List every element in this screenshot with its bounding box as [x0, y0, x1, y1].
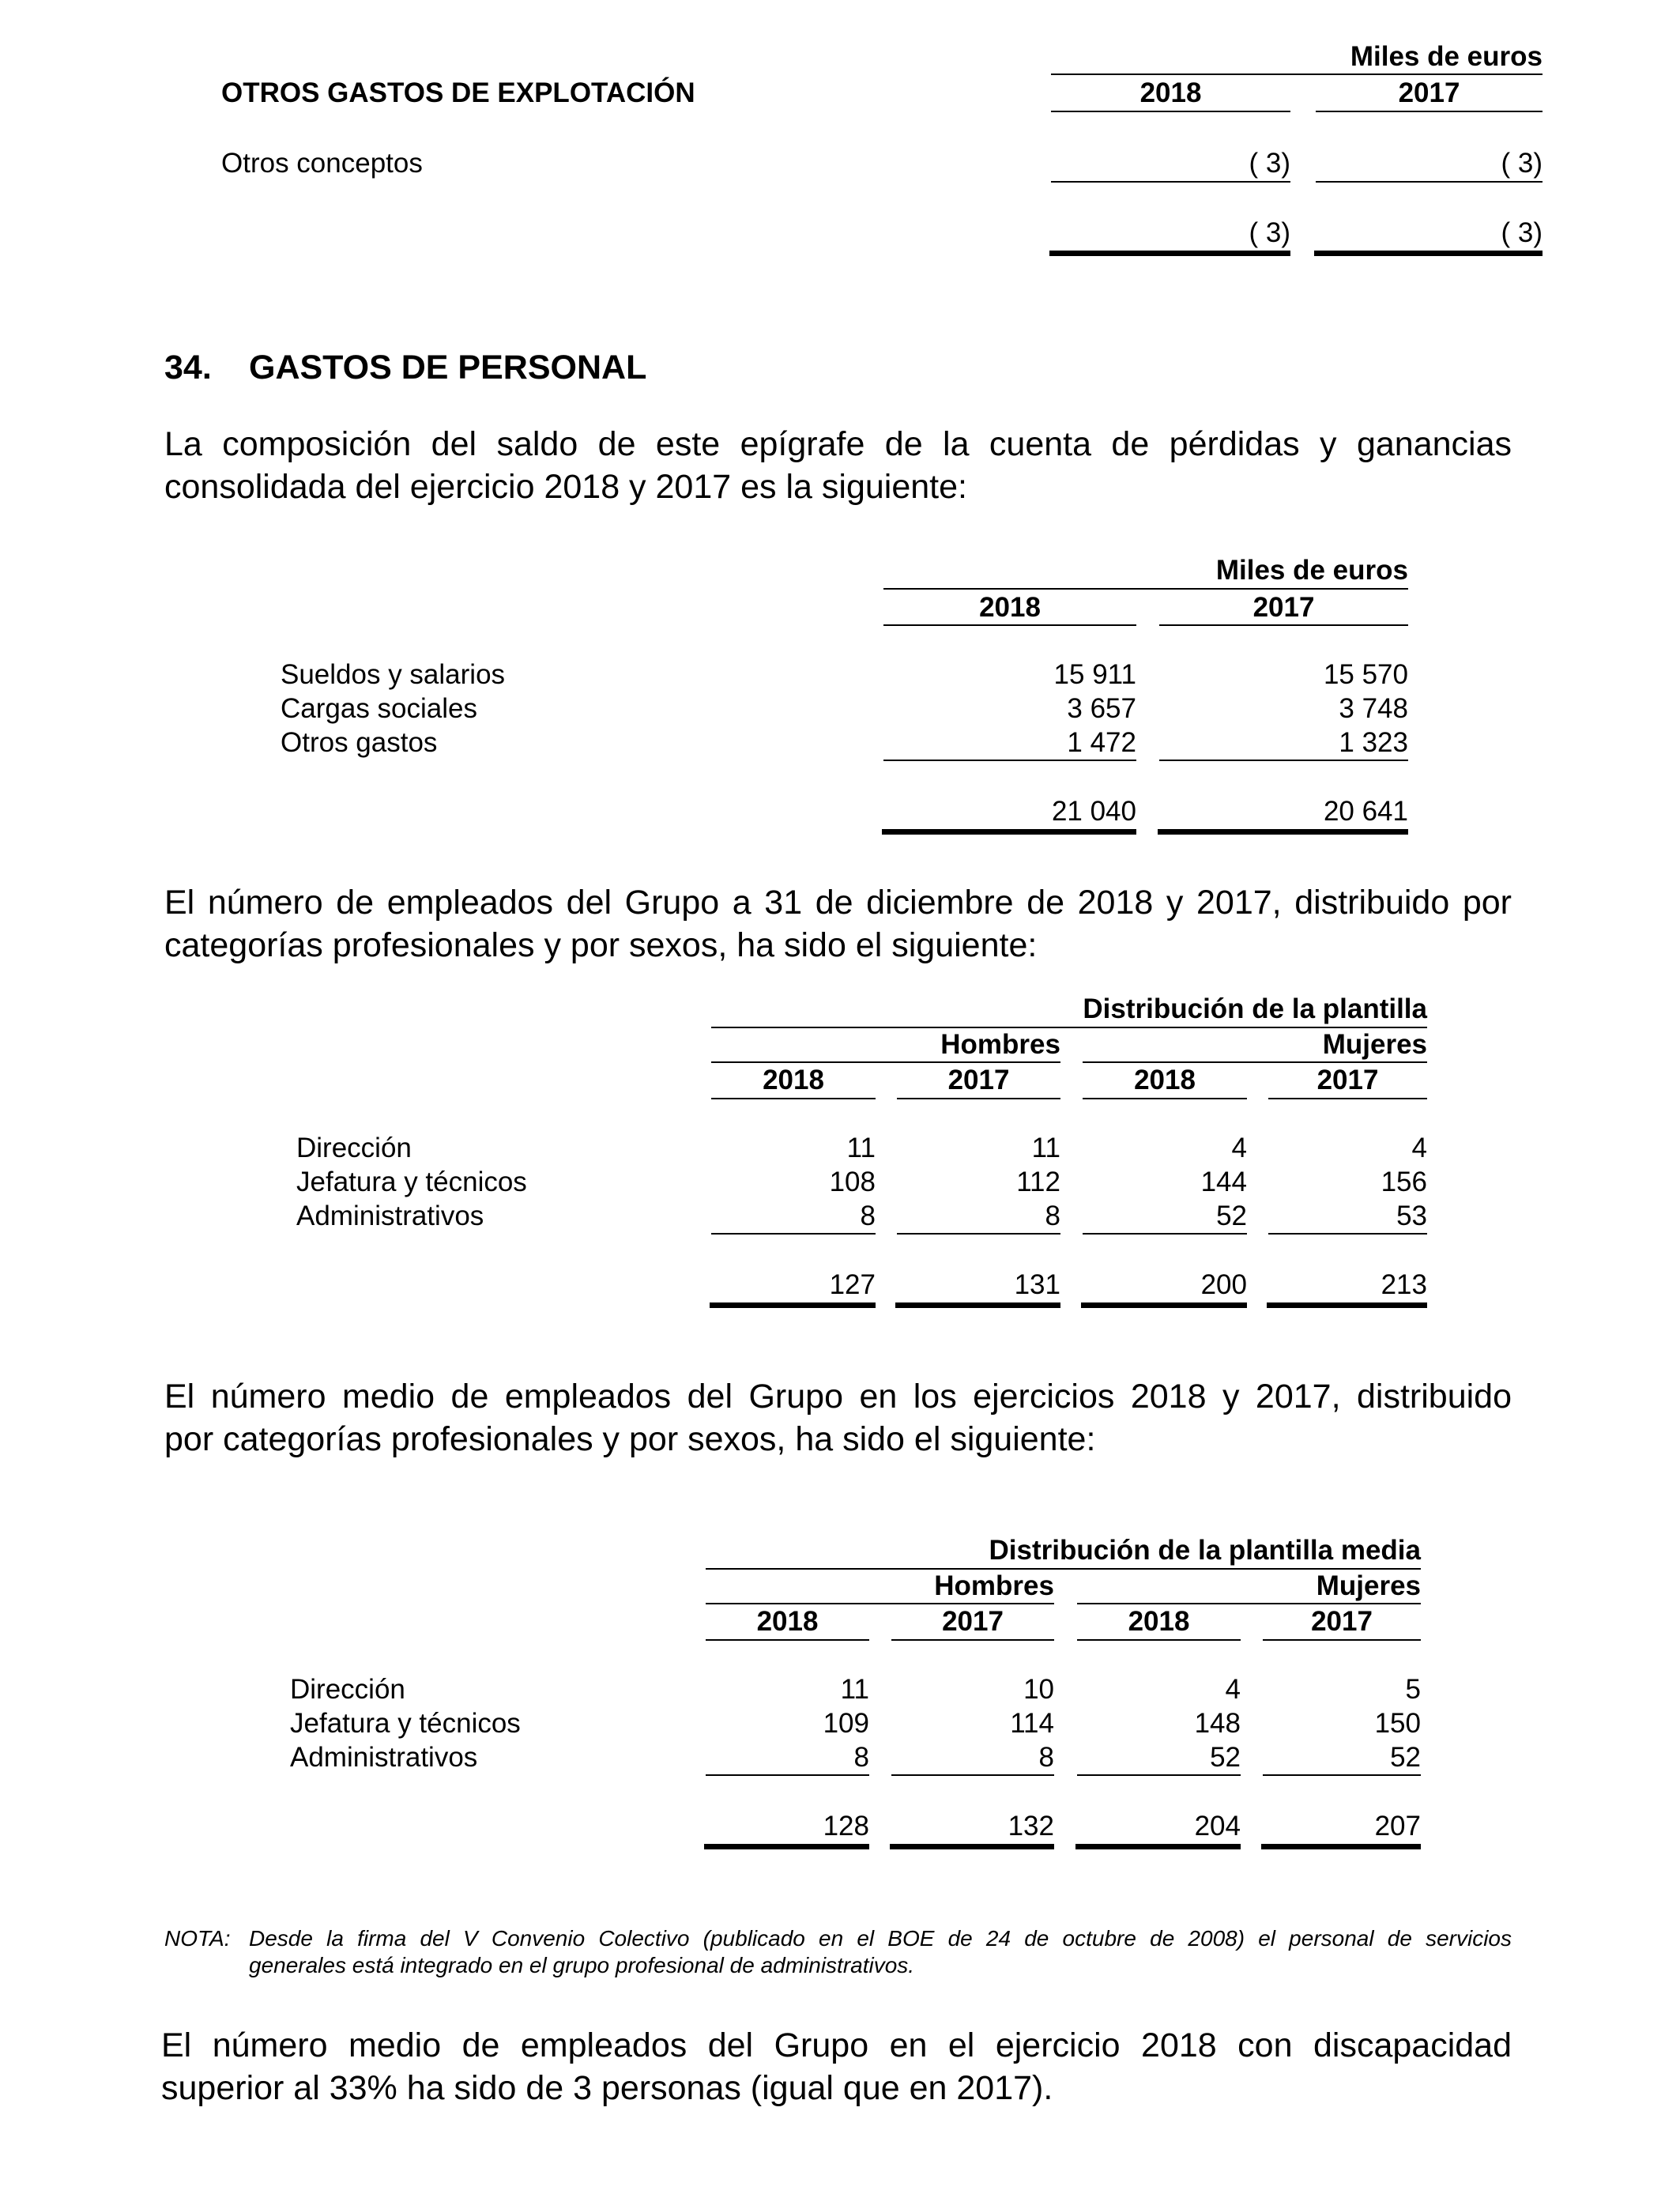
- rule: [711, 1027, 1427, 1028]
- row-value: 8: [1045, 1201, 1060, 1231]
- total-value: 200: [1200, 1269, 1247, 1300]
- group-men: Hombres: [934, 1570, 1054, 1601]
- row-value: 8: [853, 1742, 869, 1773]
- row-value-2018: ( 3): [1249, 148, 1290, 179]
- rule: [711, 1233, 876, 1235]
- row-label: Administrativos: [290, 1742, 478, 1773]
- rule: [1083, 1098, 1247, 1099]
- row-value: 4: [1231, 1133, 1247, 1163]
- rule: [1083, 1061, 1427, 1063]
- row-label: Otros gastos: [281, 727, 438, 758]
- total-2017: ( 3): [1501, 217, 1543, 248]
- average-paragraph: [164, 1375, 1512, 1461]
- row-value-2017: ( 3): [1501, 148, 1543, 179]
- row-value: 112: [1016, 1167, 1060, 1197]
- table-title: Distribución de la plantilla: [1083, 993, 1427, 1024]
- col-2018: 2018: [1139, 77, 1202, 108]
- rule: [1268, 1098, 1427, 1099]
- col-year: 2017: [1317, 1065, 1379, 1095]
- double-rule: [710, 1302, 876, 1308]
- rule: [1316, 111, 1543, 112]
- note-label: NOTA:: [164, 1926, 231, 1951]
- row-label: Dirección: [296, 1133, 412, 1163]
- total-value: 204: [1194, 1811, 1241, 1842]
- row-value: 144: [1200, 1167, 1247, 1197]
- rule: [1268, 1233, 1427, 1235]
- rule: [1316, 181, 1543, 183]
- row-label: Administrativos: [296, 1201, 484, 1231]
- rule: [711, 1061, 1060, 1063]
- double-rule: [1081, 1302, 1247, 1308]
- group-men: Hombres: [940, 1029, 1060, 1060]
- row-value: 5: [1405, 1674, 1421, 1705]
- rule: [883, 760, 1136, 761]
- col-year: 2018: [756, 1606, 819, 1637]
- total-2018: ( 3): [1249, 217, 1290, 248]
- row-value: 10: [1023, 1674, 1054, 1705]
- row-label: Otros conceptos: [221, 148, 423, 179]
- double-rule: [704, 1844, 869, 1849]
- rule: [706, 1568, 1421, 1570]
- paragraph-line: La composición del saldo de este epígrafe de la cuenta de pérdidas y ganancias: [164, 425, 1512, 463]
- rule: [891, 1639, 1054, 1641]
- table-title: Distribución de la plantilla media: [989, 1535, 1421, 1566]
- row-label: Cargas sociales: [281, 693, 477, 724]
- row-value: 8: [1038, 1742, 1054, 1773]
- rule: [883, 624, 1136, 626]
- row-label: Jefatura y técnicos: [296, 1167, 527, 1197]
- double-rule: [1267, 1302, 1427, 1308]
- paragraph-line: El número de empleados del Grupo a 31 de diciembre de 2018 y 2017, distribuido por: [164, 884, 1512, 922]
- double-rule: [1314, 251, 1543, 256]
- paragraph-line: por categorías profesionales y por sexos, ha sido el siguiente:: [164, 1420, 1096, 1458]
- group-women: Mujeres: [1316, 1570, 1421, 1601]
- section-number: 34.: [164, 349, 212, 386]
- total-value: 127: [829, 1269, 876, 1300]
- rule: [706, 1603, 1054, 1604]
- col-year: 2018: [1128, 1606, 1190, 1637]
- rule: [1159, 760, 1408, 761]
- row-value: 156: [1381, 1167, 1427, 1197]
- paragraph-line: superior al 33% ha sido de 3 personas (igual que en 2017).: [161, 2069, 1053, 2107]
- double-rule: [1261, 1844, 1421, 1849]
- row-value: 11: [846, 1133, 876, 1163]
- col-year: 2017: [1311, 1606, 1373, 1637]
- total-2018: 21 040: [1051, 796, 1136, 827]
- double-rule: [1075, 1844, 1241, 1849]
- rule: [1077, 1774, 1241, 1776]
- row-value: 11: [1031, 1133, 1060, 1163]
- total-value: 213: [1381, 1269, 1427, 1300]
- row-value: 52: [1390, 1742, 1421, 1773]
- double-rule: [1158, 829, 1408, 835]
- row-value: 148: [1194, 1708, 1241, 1739]
- rule: [1051, 181, 1290, 183]
- rule: [1159, 624, 1408, 626]
- row-value: 15 911: [1053, 659, 1136, 690]
- row-value: 114: [1010, 1708, 1054, 1739]
- intro-paragraph: [164, 423, 1512, 508]
- note-line: generales está integrado en el grupo profesional de administrativos.: [249, 1953, 915, 1977]
- col-2018: 2018: [979, 592, 1041, 623]
- col-2017: 2017: [1252, 592, 1315, 623]
- total-value: 131: [1014, 1269, 1060, 1300]
- row-value: 15 570: [1323, 659, 1408, 690]
- double-rule: [890, 1844, 1054, 1849]
- row-value: 4: [1225, 1674, 1241, 1705]
- group-women: Mujeres: [1322, 1029, 1427, 1060]
- rule: [1051, 74, 1543, 75]
- rule: [1263, 1774, 1421, 1776]
- double-rule: [882, 829, 1136, 835]
- total-value: 132: [1008, 1811, 1054, 1842]
- rule: [883, 588, 1408, 590]
- row-label: Dirección: [290, 1674, 405, 1705]
- col-year: 2018: [1134, 1065, 1196, 1095]
- units-header: Miles de euros: [1350, 41, 1543, 72]
- row-value: 109: [823, 1708, 869, 1739]
- row-value: 3 748: [1339, 693, 1408, 724]
- units-header: Miles de euros: [1215, 555, 1408, 586]
- note-line: Desde la firma del V Convenio Colectivo (publicado en el BOE de 24 de octubre de 2008) el personal de servicios: [249, 1926, 1512, 1951]
- rule: [1083, 1233, 1247, 1235]
- col-year: 2017: [942, 1606, 1004, 1637]
- rule: [706, 1774, 869, 1776]
- rule: [706, 1639, 869, 1641]
- row-value: 1 472: [1067, 727, 1136, 758]
- row-value: 53: [1396, 1201, 1427, 1231]
- row-value: 3 657: [1067, 693, 1136, 724]
- disability-paragraph: [161, 2024, 1512, 2109]
- total-2017: 20 641: [1323, 796, 1408, 827]
- total-value: 207: [1374, 1811, 1421, 1842]
- col-year: 2018: [763, 1065, 824, 1095]
- row-value: 150: [1374, 1708, 1421, 1739]
- row-value: 108: [829, 1167, 876, 1197]
- double-rule: [1049, 251, 1290, 256]
- rule: [1077, 1639, 1241, 1641]
- rule: [711, 1098, 876, 1099]
- section-title: GASTOS DE PERSONAL: [249, 349, 647, 386]
- rule: [891, 1774, 1054, 1776]
- row-value: 11: [840, 1674, 869, 1705]
- rule: [897, 1098, 1060, 1099]
- double-rule: [895, 1302, 1060, 1308]
- rule: [1077, 1603, 1421, 1604]
- col-year: 2017: [947, 1065, 1010, 1095]
- row-value: 52: [1216, 1201, 1247, 1231]
- paragraph-line: El número medio de empleados del Grupo en los ejercicios 2018 y 2017, distribuido: [164, 1378, 1512, 1416]
- row-value: 4: [1411, 1133, 1427, 1163]
- paragraph-line: consolidada del ejercicio 2018 y 2017 es la siguiente:: [164, 468, 967, 506]
- total-value: 128: [823, 1811, 869, 1842]
- rule: [897, 1233, 1060, 1235]
- rule: [1263, 1639, 1421, 1641]
- paragraph-line: categorías profesionales y por sexos, ha sido el siguiente:: [164, 926, 1038, 964]
- col-2017: 2017: [1398, 77, 1460, 108]
- row-label: Sueldos y salarios: [281, 659, 506, 690]
- table-title: OTROS GASTOS DE EXPLOTACIÓN: [221, 77, 695, 108]
- rule: [1051, 111, 1290, 112]
- row-value: 8: [860, 1201, 876, 1231]
- row-label: Jefatura y técnicos: [290, 1708, 521, 1739]
- row-value: 1 323: [1339, 727, 1408, 758]
- paragraph-line: El número medio de empleados del Grupo en el ejercicio 2018 con discapacidad: [161, 2026, 1512, 2064]
- row-value: 52: [1210, 1742, 1241, 1773]
- employees-paragraph: [164, 881, 1512, 967]
